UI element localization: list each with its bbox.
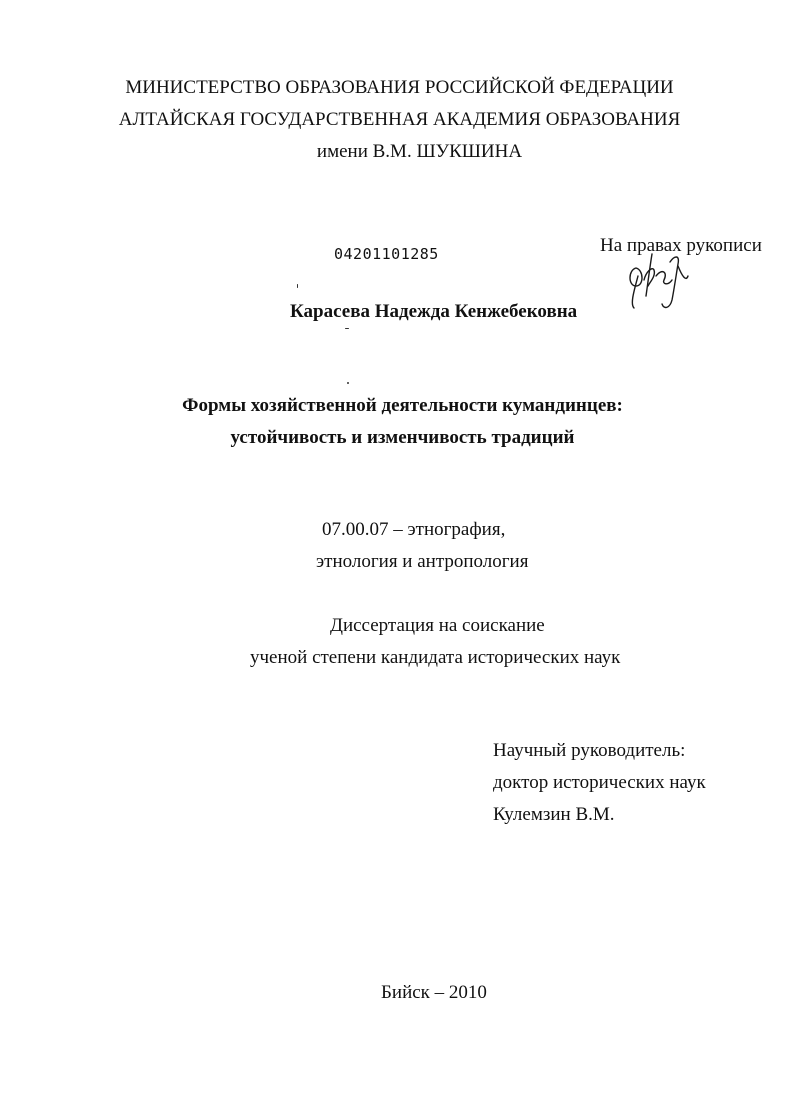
manuscript-note: На правах рукописи xyxy=(600,235,762,256)
scan-speck xyxy=(345,328,349,329)
dissertation-title-line2: устойчивость и изменчивость традиций xyxy=(230,427,575,448)
registry-number: 04201101285 xyxy=(334,245,439,263)
place-year: Бийск – 2010 xyxy=(381,982,487,1003)
named-after-heading: имени В.М. ШУКШИНА xyxy=(316,141,523,162)
supervisor-name: Кулемзин В.М. xyxy=(493,804,615,825)
dissertation-title-line1: Формы хозяйственной деятельности кумандинцев: xyxy=(182,395,623,416)
specialty-name: этнология и антропология xyxy=(316,551,529,572)
academy-heading: АЛТАЙСКАЯ ГОСУДАРСТВЕННАЯ АКАДЕМИЯ ОБРАЗОВАНИЯ xyxy=(118,109,681,130)
signature-icon xyxy=(622,246,694,316)
supervisor-role: Научный руководитель: xyxy=(493,740,686,761)
author-name: Карасева Надежда Кенжебековна xyxy=(290,301,578,322)
scan-speck xyxy=(347,382,349,384)
scan-speck xyxy=(297,284,298,288)
degree-statement-line2: ученой степени кандидата исторических наук xyxy=(250,647,621,668)
supervisor-degree: доктор исторических наук xyxy=(493,772,706,793)
specialty-code: 07.00.07 – этнография, xyxy=(322,519,506,540)
ministry-heading: МИНИСТЕРСТВО ОБРАЗОВАНИЯ РОССИЙСКОЙ ФЕДЕРАЦИИ xyxy=(125,77,674,98)
degree-statement-line1: Диссертация на соискание xyxy=(330,615,545,636)
